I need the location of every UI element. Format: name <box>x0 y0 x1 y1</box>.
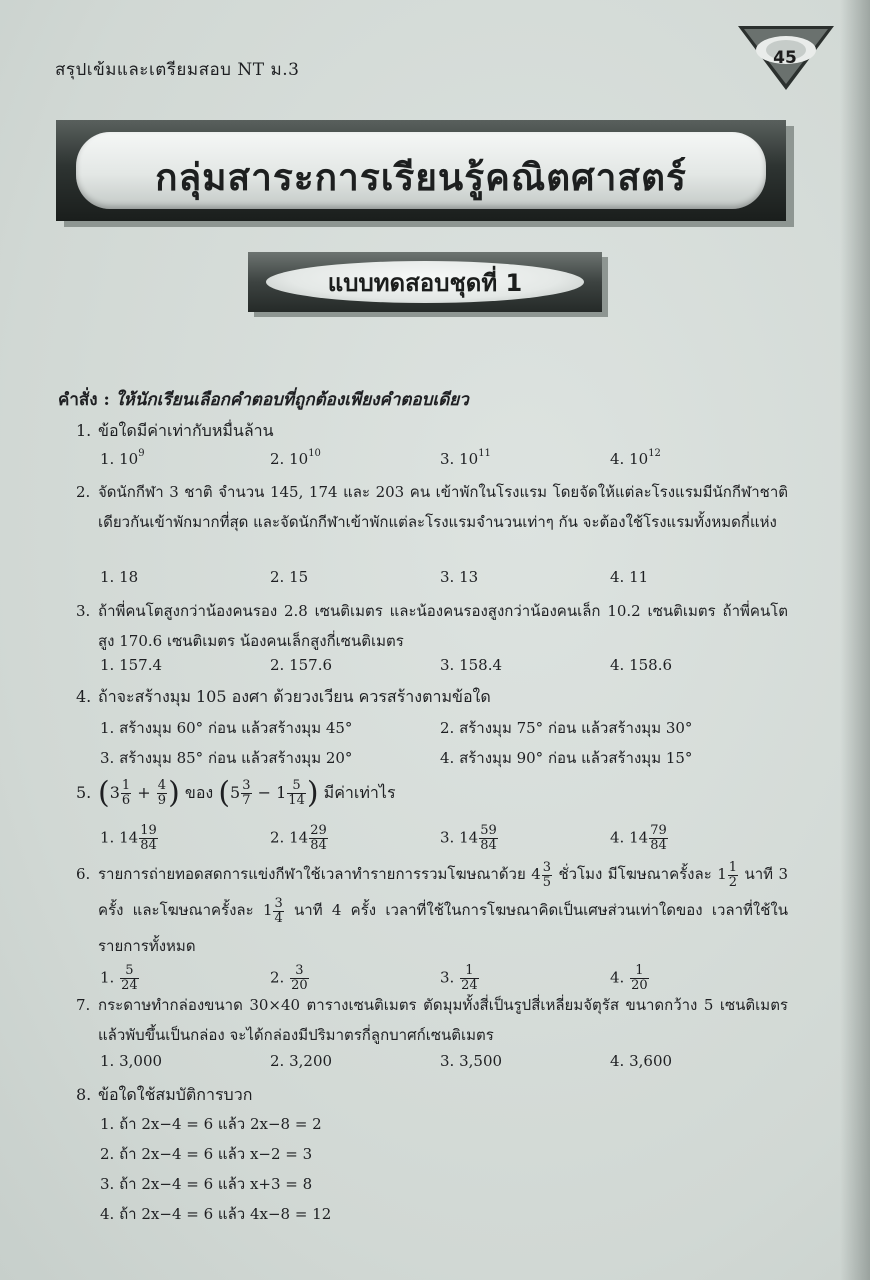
question-stem: กระดาษทำกล่องขนาด 30×40 ตารางเซนติเมตร ตัดมุมทั้งสี่เป็นรูปสี่เหลี่ยมจัตุรัส ขนาดกว้าง 5 เซนติเมตร แล้วพับขึ้นเป็นกล่อง จะได้กล่องมีปริมาตรกี่ลูกบาศก์เซนติเมตร <box>98 996 788 1044</box>
question-stem: จัดนักกีฬา 3 ชาติ จำนวน 145, 174 และ 203 คน เข้าพักในโรงแรม โดยจัดให้แต่ละโรงแรมมีนักกีฬาชาติเดียวกันเข้าพักมากที่สุด และจัดนักกีฬาเข้าพักแต่ละโรงแรมจำนวนเท่าๆ กัน จะต้องใช้โรงแรมทั้งหมดกี่แห่ง <box>98 483 788 531</box>
subject-banner <box>56 120 786 221</box>
option-3[interactable]: 3. 13 <box>440 568 479 586</box>
option-4[interactable]: 4. ถ้า 2x−4 = 6 แล้ว 4x−8 = 12 <box>100 1205 332 1223</box>
option-1[interactable]: 1. สร้างมุม 60° ก่อน แล้วสร้างมุม 45° <box>100 719 353 737</box>
option-3[interactable]: 3. 14 $\frac{59}{84}$ <box>440 823 497 853</box>
option-2[interactable]: 2. สร้างมุม 75° ก่อน แล้วสร้างมุม 30° <box>440 719 693 737</box>
option-1[interactable]: 1. $\frac{5}{24}$ <box>100 963 138 993</box>
question-number: 6. <box>76 865 91 883</box>
option-4[interactable]: 4. 3,600 <box>610 1052 673 1070</box>
page-number: 45 <box>773 48 797 68</box>
subject-banner-plate <box>76 132 766 209</box>
option-2[interactable]: 2. 15 <box>270 568 309 586</box>
question-number: 5. <box>76 783 92 802</box>
option-3[interactable]: 3. 158.4 <box>440 656 503 674</box>
option-1[interactable]: 1. 157.4 <box>100 656 163 674</box>
question-stem: ถ้าพี่คนโตสูงกว่าน้องคนรอง 2.8 เซนติเมตร และน้องคนรองสูงกว่าน้องคนเล็ก 10.2 เซนติเมตร ถ้าพี่คนโตสูง 170.6 เซนติเมตร น้องคนเล็กสูงกี่เซนติเมตร <box>98 602 788 650</box>
option-2[interactable]: 2. 3,200 <box>270 1052 333 1070</box>
option-3[interactable]: 3. ถ้า 2x−4 = 6 แล้ว x+3 = 8 <box>100 1175 313 1193</box>
test-set-banner <box>248 252 602 312</box>
option-1[interactable]: 1. 3,000 <box>100 1052 163 1070</box>
option-1[interactable]: 1. ถ้า 2x−4 = 6 แล้ว 2x−8 = 2 <box>100 1115 322 1133</box>
option-4[interactable]: 4. สร้างมุม 90° ก่อน แล้วสร้างมุม 15° <box>440 749 693 767</box>
instruction-label: คำสั่ง : <box>58 390 110 410</box>
instruction-text: ให้นักเรียนเลือกคำตอบที่ถูกต้องเพียงคำตอบเดียว <box>115 390 469 410</box>
question-number: 2. <box>76 483 91 501</box>
question-stem: ข้อใดมีค่าเท่ากับหมื่นล้าน <box>98 421 274 440</box>
test-set-title: แบบทดสอบชุดที่ 1 <box>327 269 523 297</box>
option-4[interactable]: 4. $\frac{1}{20}$ <box>610 963 648 993</box>
option-4[interactable]: 4. 14 $\frac{79}{84}$ <box>610 823 667 853</box>
option-4[interactable]: 4. 11 <box>610 568 649 586</box>
option-2[interactable]: 2. $10^{10}$ <box>270 448 321 468</box>
option-1[interactable]: 1. 14 $\frac{19}{84}$ <box>100 823 157 853</box>
option-1[interactable]: 1. 18 <box>100 568 139 586</box>
option-3[interactable]: 3. $10^{11}$ <box>440 448 491 468</box>
question-stem: ข้อใดใช้สมบัติการบวก <box>98 1085 253 1104</box>
page-spine-shadow <box>840 0 870 1280</box>
instruction <box>58 386 469 413</box>
question-number: 7. <box>76 996 91 1014</box>
question-number: 1. <box>76 421 92 440</box>
question-number: 8. <box>76 1085 92 1104</box>
option-3[interactable]: 3. 3,500 <box>440 1052 503 1070</box>
question-number: 4. <box>76 687 92 706</box>
question-number: 3. <box>76 602 91 620</box>
option-2[interactable]: 2. $\frac{3}{20}$ <box>270 963 308 993</box>
option-2[interactable]: 2. 157.6 <box>270 656 333 674</box>
option-4[interactable]: 4. $10^{12}$ <box>610 448 661 468</box>
option-1[interactable]: 1. $10^9$ <box>100 448 145 468</box>
subject-title: กลุ่มสาระการเรียนรู้คณิตศาสตร์ <box>155 156 687 199</box>
option-3[interactable]: 3. สร้างมุม 85° ก่อน แล้วสร้างมุม 20° <box>100 749 353 767</box>
running-header: สรุปเข้มและเตรียมสอบ NT ม.3 <box>55 60 300 80</box>
question-stem: ถ้าจะสร้างมุม 105 องศา ด้วยวงเวียน ควรสร้างตามข้อใด <box>98 687 491 706</box>
option-3[interactable]: 3. $\frac{1}{24}$ <box>440 963 478 993</box>
option-2[interactable]: 2. ถ้า 2x−4 = 6 แล้ว x−2 = 3 <box>100 1145 313 1163</box>
question-stem: รายการถ่ายทอดสดการแข่งกีฬาใช้เวลาทำรายการรวมโฆษณาด้วย 4 $\frac{3}{5}$ ชั่วโมง มีโฆษณาครั้งละ 1 $\frac{1}{2}$ นาที 3 ครั้ง และโฆษณาครั้งละ 1 $\frac{3}{4}$ นาที 4 ครั้ง เวลาที่ใช้ในการโฆษณาคิดเป็นเศษส่วนเท่าใดของ เวลาที่ใช้ในรายการทั้งหมด <box>98 859 788 955</box>
option-2[interactable]: 2. 14 $\frac{29}{84}$ <box>270 823 327 853</box>
option-4[interactable]: 4. 158.6 <box>610 656 673 674</box>
question-expression: (3 $\frac{1}{6}$ + $\frac{4}{9}$ ) ของ (5 $\frac{3}{7}$ − 1 $\frac{5}{14}$ ) มีค่าเท่าไร <box>98 775 396 811</box>
